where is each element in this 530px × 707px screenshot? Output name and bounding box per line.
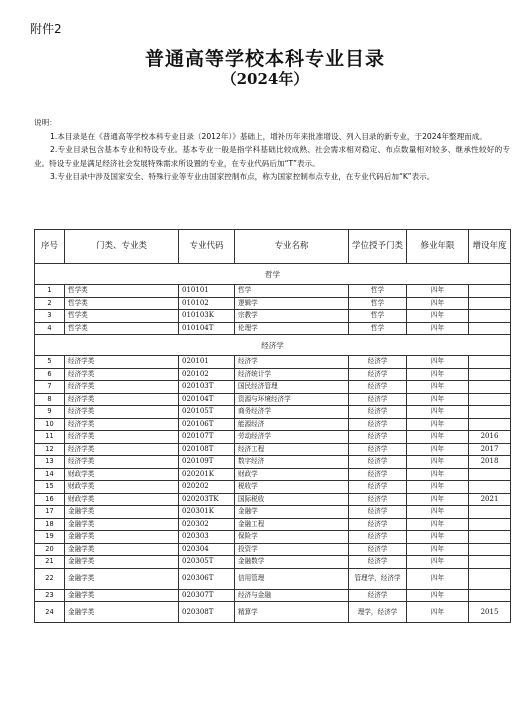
row-duration: 四年 xyxy=(407,393,469,406)
row-duration: 四年 xyxy=(407,481,469,494)
row-category: 经济学类 xyxy=(65,368,179,381)
row-name: 逻辑学 xyxy=(235,297,349,310)
row-code: 020303 xyxy=(179,531,235,544)
row-code: 020108T xyxy=(179,443,235,456)
row-no: 24 xyxy=(35,602,65,623)
row-no: 4 xyxy=(35,322,65,335)
table-row xyxy=(35,322,511,335)
row-no: 9 xyxy=(35,406,65,419)
row-degree: 经济学 xyxy=(349,506,407,519)
table-row xyxy=(35,468,511,481)
row-degree: 管理学，经济学 xyxy=(349,568,407,589)
table-row xyxy=(35,543,511,556)
table-row xyxy=(35,493,511,506)
header-code: 专业代码 xyxy=(179,230,235,264)
row-year xyxy=(469,568,511,589)
row-no: 11 xyxy=(35,431,65,444)
table-row xyxy=(35,602,511,623)
row-year: 2017 xyxy=(469,443,511,456)
row-duration: 四年 xyxy=(407,285,469,298)
row-category: 金融学类 xyxy=(65,506,179,519)
row-year xyxy=(469,310,511,323)
row-code: 010101 xyxy=(179,285,235,298)
row-no: 18 xyxy=(35,518,65,531)
row-duration: 四年 xyxy=(407,543,469,556)
row-category: 经济学类 xyxy=(65,418,179,431)
row-no: 2 xyxy=(35,297,65,310)
row-year xyxy=(469,589,511,602)
row-code: 020103T xyxy=(179,381,235,394)
row-degree: 经济学 xyxy=(349,518,407,531)
row-category: 哲学类 xyxy=(65,285,179,298)
table-row xyxy=(35,297,511,310)
row-duration: 四年 xyxy=(407,493,469,506)
row-no: 7 xyxy=(35,381,65,394)
row-duration: 四年 xyxy=(407,589,469,602)
table-body xyxy=(35,264,511,623)
row-code: 010102 xyxy=(179,297,235,310)
table-row xyxy=(35,418,511,431)
row-degree: 经济学 xyxy=(349,543,407,556)
row-code: 020102 xyxy=(179,368,235,381)
row-name: 伦理学 xyxy=(235,322,349,335)
row-duration: 四年 xyxy=(407,431,469,444)
row-name: 信用管理 xyxy=(235,568,349,589)
row-year xyxy=(469,356,511,369)
row-no: 14 xyxy=(35,468,65,481)
row-code: 020104T xyxy=(179,393,235,406)
row-year xyxy=(469,543,511,556)
attachment-label: 附件2 xyxy=(30,22,62,36)
row-degree: 经济学 xyxy=(349,431,407,444)
row-no: 21 xyxy=(35,556,65,569)
table-row xyxy=(35,589,511,602)
row-no: 16 xyxy=(35,493,65,506)
row-name: 国际税收 xyxy=(235,493,349,506)
row-category: 金融学类 xyxy=(65,518,179,531)
row-category: 金融学类 xyxy=(65,556,179,569)
row-name: 经济统计学 xyxy=(235,368,349,381)
row-no: 10 xyxy=(35,418,65,431)
section-row xyxy=(35,264,511,285)
header-degree: 学位授予门类 xyxy=(349,230,407,264)
row-year xyxy=(469,518,511,531)
section-title: 经济学 xyxy=(35,335,511,356)
row-year xyxy=(469,531,511,544)
row-name: 数字经济 xyxy=(235,456,349,469)
row-no: 12 xyxy=(35,443,65,456)
row-category: 金融学类 xyxy=(65,589,179,602)
row-no: 17 xyxy=(35,506,65,519)
row-degree: 哲学 xyxy=(349,322,407,335)
row-degree: 经济学 xyxy=(349,418,407,431)
row-duration: 四年 xyxy=(407,297,469,310)
row-degree: 经济学 xyxy=(349,589,407,602)
table-row xyxy=(35,368,511,381)
row-duration: 四年 xyxy=(407,518,469,531)
row-name: 金融工程 xyxy=(235,518,349,531)
row-code: 020202 xyxy=(179,481,235,494)
row-degree: 哲学 xyxy=(349,297,407,310)
row-code: 020307T xyxy=(179,589,235,602)
row-category: 经济学类 xyxy=(65,356,179,369)
row-category: 经济学类 xyxy=(65,431,179,444)
row-name: 能源经济 xyxy=(235,418,349,431)
row-no: 13 xyxy=(35,456,65,469)
row-category: 金融学类 xyxy=(65,602,179,623)
major-catalog-table xyxy=(34,229,511,623)
row-name: 保险学 xyxy=(235,531,349,544)
row-category: 哲学类 xyxy=(65,310,179,323)
section-row xyxy=(35,335,511,356)
row-year xyxy=(469,468,511,481)
row-year xyxy=(469,406,511,419)
row-name: 投资学 xyxy=(235,543,349,556)
row-degree: 经济学 xyxy=(349,531,407,544)
row-name: 经济与金融 xyxy=(235,589,349,602)
row-code: 010103K xyxy=(179,310,235,323)
row-category: 经济学类 xyxy=(65,393,179,406)
header-year: 增设年度 xyxy=(469,230,511,264)
row-code: 020306T xyxy=(179,568,235,589)
row-degree: 经济学 xyxy=(349,481,407,494)
row-name: 哲学 xyxy=(235,285,349,298)
row-name: 宗教学 xyxy=(235,310,349,323)
row-name: 经济工程 xyxy=(235,443,349,456)
row-category: 金融学类 xyxy=(65,531,179,544)
document-subtitle: （2024年） xyxy=(221,70,309,88)
row-duration: 四年 xyxy=(407,356,469,369)
row-degree: 理学，经济学 xyxy=(349,602,407,623)
row-code: 020302 xyxy=(179,518,235,531)
row-category: 财政学类 xyxy=(65,468,179,481)
row-duration: 四年 xyxy=(407,418,469,431)
row-name: 资源与环境经济学 xyxy=(235,393,349,406)
row-code: 020308T xyxy=(179,602,235,623)
row-degree: 经济学 xyxy=(349,368,407,381)
row-name: 劳动经济学 xyxy=(235,431,349,444)
row-duration: 四年 xyxy=(407,368,469,381)
row-no: 1 xyxy=(35,285,65,298)
row-degree: 经济学 xyxy=(349,381,407,394)
row-code: 020106T xyxy=(179,418,235,431)
row-code: 020203TK xyxy=(179,493,235,506)
row-category: 财政学类 xyxy=(65,493,179,506)
row-code: 010104T xyxy=(179,322,235,335)
table-row xyxy=(35,431,511,444)
row-code: 020105T xyxy=(179,406,235,419)
row-duration: 四年 xyxy=(407,310,469,323)
table-row xyxy=(35,310,511,323)
row-name: 金融数学 xyxy=(235,556,349,569)
row-no: 8 xyxy=(35,393,65,406)
row-name: 精算学 xyxy=(235,602,349,623)
notes-block xyxy=(34,116,510,184)
note-item: 3.专业目录中涉及国家安全、特殊行业等专业由国家控制布点，称为国家控制布点专业，在专业代码后加“K”表示。 xyxy=(50,172,435,181)
row-year xyxy=(469,418,511,431)
row-duration: 四年 xyxy=(407,531,469,544)
row-degree: 经济学 xyxy=(349,493,407,506)
row-duration: 四年 xyxy=(407,556,469,569)
row-no: 20 xyxy=(35,543,65,556)
table-row xyxy=(35,443,511,456)
row-year: 2016 xyxy=(469,431,511,444)
row-year xyxy=(469,322,511,335)
row-name: 财政学 xyxy=(235,468,349,481)
table-row xyxy=(35,285,511,298)
row-degree: 经济学 xyxy=(349,468,407,481)
row-code: 020101 xyxy=(179,356,235,369)
row-code: 020304 xyxy=(179,543,235,556)
row-no: 5 xyxy=(35,356,65,369)
row-duration: 四年 xyxy=(407,322,469,335)
note-item: 2.专业目录包含基本专业和特设专业。基本专业一般是指学科基础比较成熟、社会需求相对稳定、布点数量相对较多、继承性较好的专业。特设专业是满足经济社会发展特殊需求所设置的专业，在专业代码后加“T”表示。 xyxy=(34,145,510,168)
row-year: 2018 xyxy=(469,456,511,469)
document-title: 普通高等学校本科专业目录 xyxy=(144,48,385,70)
table-row xyxy=(35,406,511,419)
row-category: 财政学类 xyxy=(65,481,179,494)
row-year xyxy=(469,393,511,406)
row-name: 金融学 xyxy=(235,506,349,519)
row-duration: 四年 xyxy=(407,381,469,394)
row-code: 020305T xyxy=(179,556,235,569)
row-name: 税收学 xyxy=(235,481,349,494)
row-no: 15 xyxy=(35,481,65,494)
row-category: 经济学类 xyxy=(65,406,179,419)
row-category: 哲学类 xyxy=(65,322,179,335)
header-category: 门类、专业类 xyxy=(65,230,179,264)
table-row xyxy=(35,506,511,519)
table-row xyxy=(35,568,511,589)
section-title: 哲学 xyxy=(35,264,511,285)
row-duration: 四年 xyxy=(407,406,469,419)
table-row xyxy=(35,556,511,569)
row-degree: 经济学 xyxy=(349,556,407,569)
row-no: 23 xyxy=(35,589,65,602)
row-duration: 四年 xyxy=(407,506,469,519)
row-category: 经济学类 xyxy=(65,443,179,456)
row-code: 020109T xyxy=(179,456,235,469)
row-name: 商务经济学 xyxy=(235,406,349,419)
row-code: 020201K xyxy=(179,468,235,481)
row-degree: 哲学 xyxy=(349,310,407,323)
row-degree: 经济学 xyxy=(349,443,407,456)
row-duration: 四年 xyxy=(407,568,469,589)
row-year xyxy=(469,381,511,394)
row-code: 020301K xyxy=(179,506,235,519)
row-no: 6 xyxy=(35,368,65,381)
row-category: 经济学类 xyxy=(65,381,179,394)
row-duration: 四年 xyxy=(407,443,469,456)
row-no: 22 xyxy=(35,568,65,589)
row-degree: 经济学 xyxy=(349,406,407,419)
row-no: 19 xyxy=(35,531,65,544)
table-row xyxy=(35,518,511,531)
row-degree: 经济学 xyxy=(349,456,407,469)
header-no: 序号 xyxy=(35,230,65,264)
table-header-row xyxy=(35,230,511,264)
row-category: 金融学类 xyxy=(65,568,179,589)
row-degree: 经济学 xyxy=(349,393,407,406)
row-code: 020107T xyxy=(179,431,235,444)
note-item: 1.本目录是在《普通高等学校本科专业目录（2012年）》基础上，增补历年来批准增设、列入目录的新专业，于2024年整理而成。 xyxy=(50,131,487,141)
header-name: 专业名称 xyxy=(235,230,349,264)
table-row xyxy=(35,481,511,494)
row-year xyxy=(469,481,511,494)
table-row xyxy=(35,531,511,544)
row-no: 3 xyxy=(35,310,65,323)
row-category: 哲学类 xyxy=(65,297,179,310)
row-name: 经济学 xyxy=(235,356,349,369)
row-year xyxy=(469,368,511,381)
row-duration: 四年 xyxy=(407,602,469,623)
table-row xyxy=(35,393,511,406)
row-name: 国民经济管理 xyxy=(235,381,349,394)
row-duration: 四年 xyxy=(407,468,469,481)
header-duration: 修业年限 xyxy=(407,230,469,264)
table-row xyxy=(35,356,511,369)
row-category: 经济学类 xyxy=(65,456,179,469)
row-year xyxy=(469,556,511,569)
notes-heading: 说明： xyxy=(34,118,57,127)
table-row xyxy=(35,456,511,469)
row-duration: 四年 xyxy=(407,456,469,469)
row-year: 2021 xyxy=(469,493,511,506)
row-year xyxy=(469,297,511,310)
row-year: 2015 xyxy=(469,602,511,623)
row-year xyxy=(469,506,511,519)
row-degree: 经济学 xyxy=(349,356,407,369)
row-category: 金融学类 xyxy=(65,543,179,556)
table-row xyxy=(35,381,511,394)
row-degree: 哲学 xyxy=(349,285,407,298)
row-year xyxy=(469,285,511,298)
